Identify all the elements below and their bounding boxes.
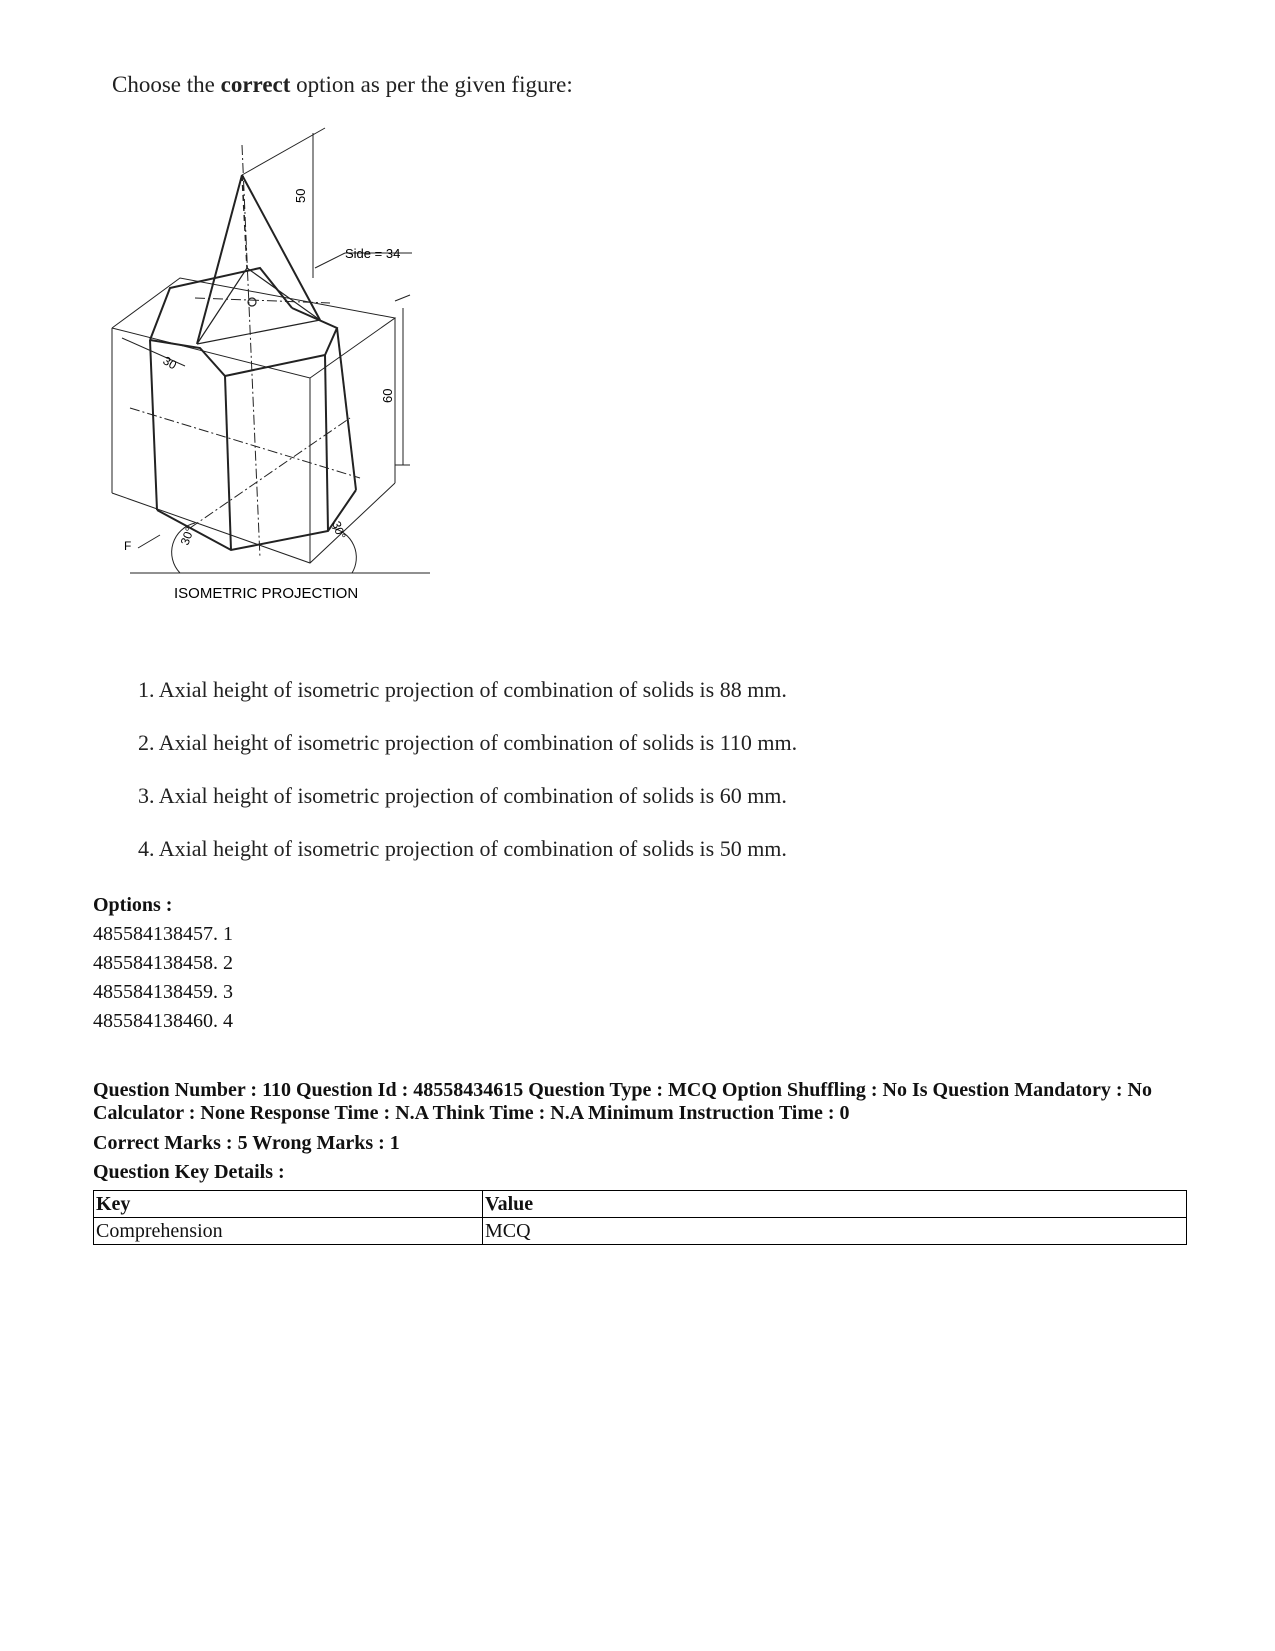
key-details-label: Question Key Details :: [93, 1161, 285, 1183]
option-item: 485584138457. 1: [93, 923, 233, 945]
value-cell: MCQ: [483, 1218, 1187, 1245]
answer-choices: [138, 676, 797, 888]
question-meta: Question Number : 110 Question Id : 48558434615 Question Type : MCQ Option Shuffling : No Is Question Mandatory : No Calculator : None Response Time : N.A Think Time : N.A Minimum Instruction Time : 0: [93, 1079, 1152, 1124]
marks-meta: Correct Marks : 5 Wrong Marks : 1: [93, 1132, 400, 1154]
option-item: 485584138460. 4: [93, 1010, 233, 1032]
option-item: 485584138458. 2: [93, 952, 233, 974]
origin-label: O: [248, 297, 258, 311]
isometric-projection-figure: [100, 118, 440, 608]
dim-60-label: 60: [380, 388, 395, 403]
angle-left-label: 30°: [177, 525, 198, 548]
key-header: Key: [94, 1191, 483, 1218]
dim-30-label: 30: [160, 353, 180, 373]
answer-choice-3: 3. Axial height of isometric projection of combination of solids is 60 mm.: [138, 783, 787, 808]
key-cell: Comprehension: [94, 1218, 483, 1245]
front-label: F: [124, 539, 132, 553]
angle-right-label: 30°: [329, 519, 349, 542]
table-row: [94, 1218, 1187, 1245]
question-prompt: Choose the correct option as per the given figure:: [112, 72, 573, 97]
dim-50-label: 50: [293, 188, 308, 203]
answer-choice-4: 4. Axial height of isometric projection of combination of solids is 50 mm.: [138, 836, 787, 861]
table-header-row: [94, 1191, 1187, 1218]
option-item: 485584138459. 3: [93, 981, 233, 1003]
value-header: Value: [483, 1191, 1187, 1218]
figure-caption: ISOMETRIC PROJECTION: [174, 585, 359, 602]
answer-choice-1: 1. Axial height of isometric projection of combination of solids is 88 mm.: [138, 677, 787, 702]
options-label: Options :: [93, 894, 173, 916]
options-list: [93, 922, 233, 1038]
dim-side-label: Side = 34: [345, 246, 401, 261]
question-key-table: [93, 1190, 1187, 1245]
answer-choice-2: 2. Axial height of isometric projection of combination of solids is 110 mm.: [138, 730, 798, 755]
